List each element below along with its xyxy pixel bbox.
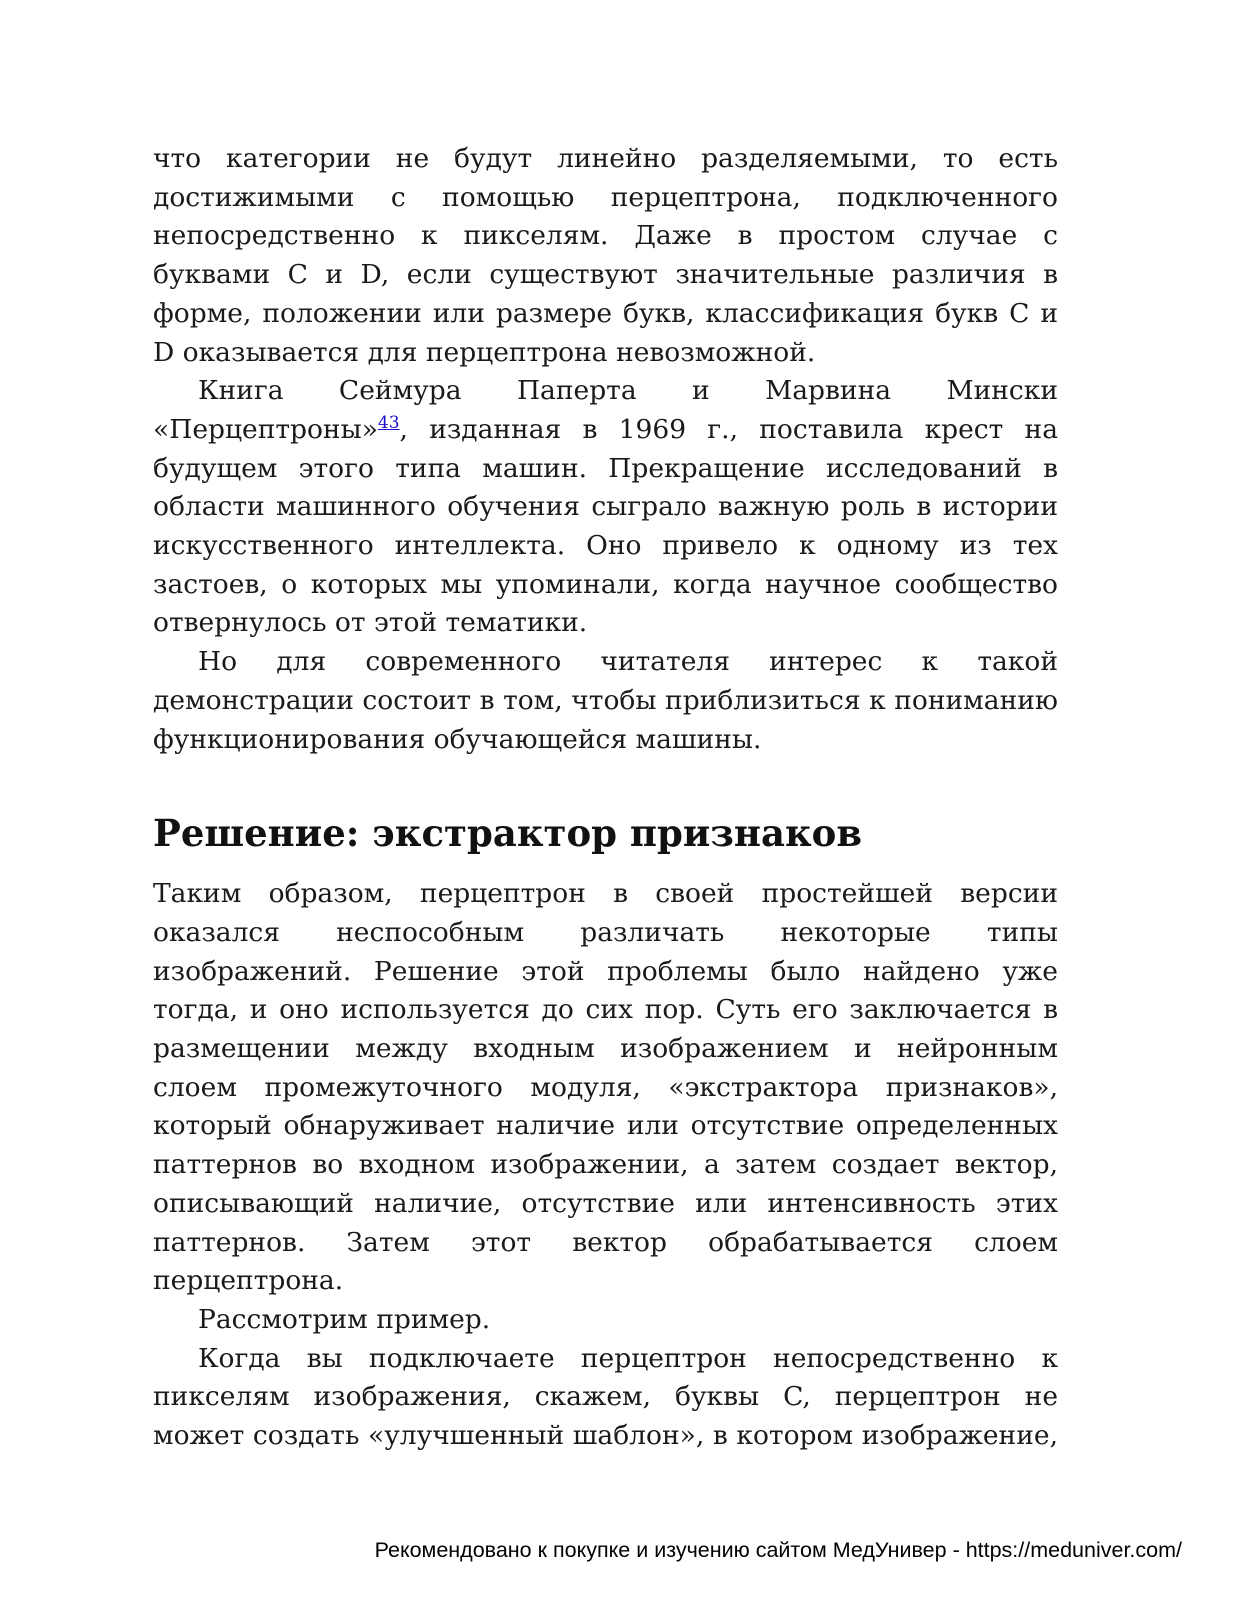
paragraph-feature-extractor: Таким образом, перцептрон в своей простейшей версии оказался неспособным различать некоторые типы изображений. Решение этой проблемы было найдено уже тогда, и оно используется до сих пор. Суть его заключается в размещении между входным изображением и нейронным слоем промежуточного модуля, «экстрактора признаков», который обнаруживает наличие или отсутствие определенных паттернов во входном изображении, а затем создает вектор, описывающий наличие, отсутствие или интенсивность этих паттернов. Затем этот вектор обрабатывается слоем перцептрона.: [153, 878, 1058, 1297]
footer-recommendation: Рекомендовано к покупке и изучению сайтом МедУнивер - https://meduniver.com/: [374, 1538, 1182, 1562]
paragraph-linear-separability: что категории не будут линейно разделяемыми, то есть достижимыми с помощью перцептрона, подключенного непосредственно к пикселям. Даже в простом случае с буквами C и D, если существуют значительные различия в форме, положении или размере букв, классификация букв C и D оказывается для перцептрона невозможной.: [153, 143, 1058, 368]
paragraph-perceptrons-book: [153, 372, 1058, 643]
footnote-link-43[interactable]: 43: [377, 413, 400, 434]
paragraph-modern-reader: Но для современного читателя интерес к такой демонстрации состоит в том, чтобы приблизиться к пониманию функционирования обучающейся машины.: [153, 646, 1058, 755]
paragraph-perceptrons-book-text: Книга Сеймура Паперта и Марвина Мински «Перцептроны»: [153, 375, 1058, 445]
paragraph-perceptrons-book-continuation: , изданная в 1969 г., поставила крест на будущем этого типа машин. Прекращение исследований в области машинного обучения сыграло важную роль в истории искусственного интеллекта. Оно привело к одному из тех застоев, о которых мы упоминали, когда научное сообщество отвернулось от этой тематики.: [153, 413, 1058, 639]
paragraph-letter-c-example: Когда вы подключаете перцептрон непосредственно к пикселям изображения, скажем, буквы C, перцептрон не может создать «улучшенный шаблон», в котором изображение,: [153, 1342, 1058, 1452]
section-heading: Решение: экстрактор признаков: [153, 811, 863, 856]
document-page: [153, 140, 1058, 1456]
paragraph-example-intro: Рассмотрим пример.: [198, 1303, 491, 1335]
